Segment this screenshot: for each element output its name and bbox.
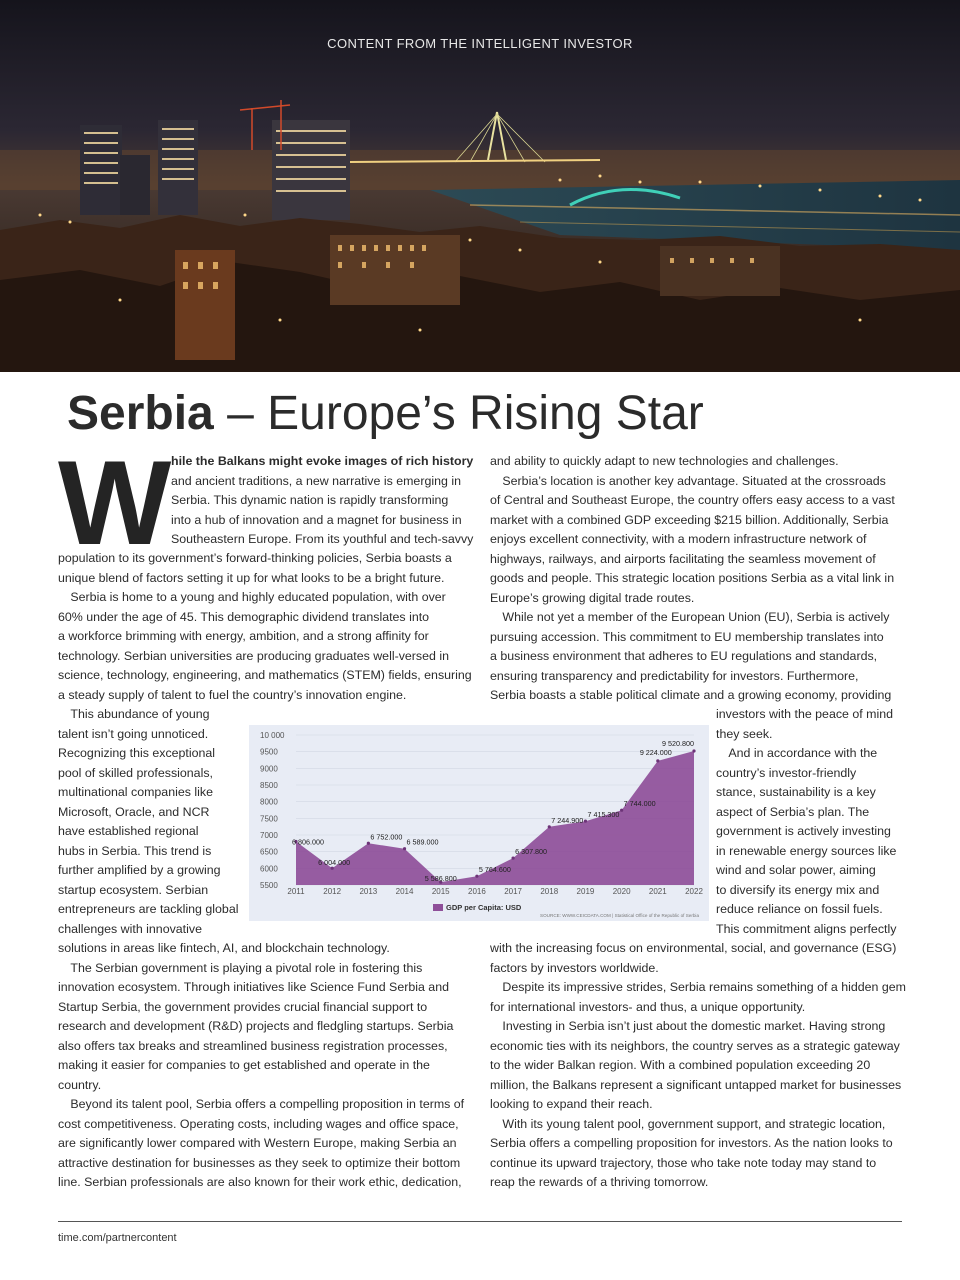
x-tick-label: 2019 [576, 887, 595, 896]
text-line: looking to expand their reach. [490, 1097, 653, 1111]
x-tick-label: 2016 [468, 887, 486, 896]
text-line: technology. Serbian universities are producing graduates well-versed in [58, 648, 449, 663]
text-line: they seek. [716, 726, 773, 741]
city-skyline-illustration [0, 0, 960, 372]
text-line: country’s investor-friendly [716, 765, 857, 780]
text-line: multinational companies like [58, 785, 213, 799]
column-1-narrow [58, 705, 238, 939]
data-point [475, 875, 478, 878]
text-line: This commitment aligns perfectly [716, 921, 897, 936]
article-title [67, 384, 704, 444]
text-line: and ancient traditions, a new narrative is emerging in [171, 473, 461, 488]
data-label: 6 806.000 [292, 837, 324, 847]
text-line: innovation ecosystem. Through initiatives like Science Fund Serbia and [58, 980, 449, 994]
text-line: a steady supply of talent to fuel the country’s innovation engine. [58, 687, 407, 702]
text-line: Beyond its talent pool, Serbia offers a compelling proposition in terms of [58, 1097, 465, 1111]
drop-cap: W [58, 436, 172, 570]
y-tick-label: 8500 [260, 781, 278, 790]
data-label: 5 764.600 [478, 865, 511, 875]
text-line: of Central and Southeast Europe, the country offers easy access to a vast [490, 493, 895, 507]
text-line: Europe’s growing digital trade routes. [490, 590, 695, 605]
title-rest: – Europe’s Rising Star [213, 387, 704, 440]
text-line: stance, sustainability is a key [716, 785, 876, 799]
x-tick-label: 2013 [359, 887, 378, 896]
data-label: 7 244.900 [551, 815, 584, 825]
data-point [403, 847, 406, 850]
text-line: country. [58, 1077, 102, 1092]
chart-source: SOURCE: WWW.CEICDATA.COM | Statistical Office of the Republic of Serbia [540, 913, 699, 918]
text-line: reduce reliance on fossil fuels. [716, 902, 883, 916]
data-point [656, 759, 659, 762]
x-tick-label: 2015 [431, 887, 450, 896]
x-tick-label: 2011 [287, 887, 305, 896]
text-line: investors with the peace of mind [716, 707, 894, 721]
text-line: goods and people. This strategic location positions Serbia as a vital link in [490, 571, 895, 585]
text-line: And in accordance with the [716, 746, 878, 760]
intro-block [171, 452, 473, 550]
text-line: and ability to quickly adapt to new technologies and challenges. [490, 454, 839, 468]
data-point [548, 825, 551, 828]
text-line: science, technology, engineering, and mathematics (STEM) fields, ensuring [58, 668, 472, 682]
column-1-part-b [58, 939, 464, 1193]
data-label: 6 307.800 [515, 847, 548, 857]
column-2-part-a [490, 452, 895, 706]
text-line: aspect of Serbia’s plan. The [716, 804, 870, 819]
text-line: Microsoft, Oracle, and NCR [58, 804, 210, 819]
text-line: Serbia. This dynamic nation is rapidly transforming [171, 493, 449, 507]
text-line: ensuring transparency and predictability for investors. Furthermore, [490, 668, 859, 683]
data-point [692, 749, 695, 752]
text-line: talent isn’t going unnoticed. [58, 726, 209, 741]
text-line: While not yet a member of the European Union (EU), Serbia is actively [490, 610, 890, 624]
text-line: in renewable energy sources like [716, 843, 897, 858]
text-line: challenges with innovative [58, 921, 202, 936]
y-tick-label: 8000 [260, 797, 278, 807]
data-label: 7 744.000 [623, 799, 656, 809]
text-line: a workforce brimming with energy, ambition, and a strong affinity for [58, 629, 429, 643]
gdp-chart [249, 725, 709, 921]
text-line: wind and solar power, aiming [716, 863, 876, 877]
data-point [511, 856, 514, 859]
y-tick-label: 5500 [260, 881, 278, 890]
y-tick-label: 6000 [260, 864, 278, 874]
y-tick-label: 10 000 [260, 731, 285, 740]
text-line: cost competitiveness. Operating costs, including wages and office space, [58, 1116, 459, 1131]
hero-photo [0, 0, 960, 372]
data-point [584, 820, 587, 823]
text-line: enjoys excellent connectivity, with a modern infrastructure network of [490, 532, 867, 546]
text-line: pool of skilled professionals, [58, 765, 213, 780]
x-tick-label: 2014 [395, 887, 414, 896]
text-line: Serbia boasts a stable political climate and a growing economy, providing [490, 688, 892, 702]
text-line: highways, railways, and airports facilitating the seamless movement of [490, 551, 876, 566]
text-line: entrepreneurs are tackling global [58, 902, 239, 916]
y-tick-label: 6500 [260, 847, 278, 857]
text-line: hubs in Serbia. This trend is [58, 843, 212, 858]
text-line: economic ties with its neighbors, the country serves as a strategic gateway [490, 1038, 900, 1053]
data-label: 9 520.800 [662, 738, 694, 748]
text-line: Serbia’s location is another key advantage. Situated at the crossroads [490, 473, 886, 488]
data-label: 7 415.300 [587, 810, 620, 820]
text-line: solutions in areas like fintech, AI, and blockchain technology. [58, 941, 390, 955]
footer-url: time.com/partnercontent [58, 1232, 177, 1244]
text-line: Startup Serbia, the government provides crucial financial support to [58, 999, 428, 1014]
footer-divider [58, 1221, 902, 1222]
data-point [620, 809, 623, 812]
column-2-narrow [716, 705, 896, 939]
data-label: 5 586.800 [424, 874, 457, 884]
text-line: Investing in Serbia isn’t just about the domestic market. Having strong [490, 1019, 886, 1033]
column-2-part-b [490, 939, 906, 1193]
text-line: a business environment that adheres to EU regulations and standards, [490, 649, 878, 663]
text-line: for international investors- and thus, a unique opportunity. [490, 999, 806, 1014]
x-tick-label: 2021 [648, 887, 667, 896]
text-line: market with a combined GDP exceeding $215 billion. Additionally, Serbia [490, 512, 889, 527]
text-line: continue its upward trajectory, those who take note today may stand to [490, 1155, 877, 1170]
x-tick-label: 2017 [504, 887, 522, 896]
text-line: population to its government’s forward-thinking policies, Serbia boasts a [58, 551, 452, 565]
text-line: startup ecosystem. Serbian [58, 882, 209, 897]
text-line: to diversify its energy mix and [716, 882, 880, 897]
text-line: into a hub of innovation and a magnet for business in [171, 512, 462, 527]
text-line: are significantly lower compared with Western Europe, making Serbia an [58, 1136, 457, 1150]
text-line: Despite its impressive strides, Serbia remains something of a hidden gem [490, 980, 906, 994]
text-line: have established regional [58, 824, 199, 838]
data-label: 9 224.000 [639, 747, 672, 757]
y-tick-label: 7000 [260, 831, 278, 840]
sponsor-label: CONTENT FROM THE INTELLIGENT INVESTOR [327, 36, 633, 51]
data-point [367, 842, 370, 845]
text-line: to the wider Balkan region. With a combined population exceeding 20 [490, 1058, 871, 1072]
text-line: million, the Balkans represent a significant untapped market for businesses [490, 1077, 902, 1092]
y-tick-label: 7500 [260, 814, 278, 824]
column-1-part-a [58, 549, 472, 705]
x-tick-label: 2022 [685, 887, 703, 896]
text-line: research and development (R&D) projects and fledgling startups. Serbia [58, 1019, 454, 1033]
data-label: 6 589.000 [406, 837, 439, 847]
x-tick-label: 2018 [540, 887, 559, 896]
title-bold: Serbia [67, 387, 214, 440]
text-line: Southeastern Europe. From its youthful and tech-savvy [171, 532, 474, 546]
text-line: making it easier for companies to get established and operate in the [58, 1058, 430, 1072]
text-line: Serbia is home to a young and highly educated population, with over [58, 590, 446, 604]
text-line: reap the rewards of a thriving tomorrow. [490, 1175, 709, 1189]
text-line: line. Serbian professionals are also known for their work ethic, dedication, [58, 1175, 462, 1189]
text-line: pursuing accession. This commitment to EU membership translates into [490, 629, 884, 644]
text-line: 60% under the age of 45. This demographic dividend translates into [58, 609, 430, 624]
gdp-area-chart [249, 725, 709, 921]
text-line: with the increasing focus on environmental, social, and governance (ESG) [490, 941, 897, 955]
text-line: government is actively investing [716, 824, 891, 838]
legend-label: GDP per Capita: USD [446, 903, 522, 912]
y-tick-label: 9500 [260, 747, 278, 757]
text-line: unique blend of factors setting it up for what looks to be a bright future. [58, 570, 445, 585]
text-line: also offers tax breaks and streamlined business registration processes, [58, 1038, 448, 1053]
legend-swatch [433, 904, 443, 911]
text-line: further amplified by a growing [58, 863, 221, 877]
data-label: 6 752.000 [370, 832, 403, 842]
text-line: Serbia offers a compelling proposition for investors. As the nation looks to [490, 1136, 893, 1150]
text-line: factors by investors worldwide. [490, 960, 659, 975]
data-label: 6 004.000 [318, 858, 351, 868]
text-line: With its young talent pool, government support, and strategic location, [490, 1116, 886, 1131]
y-tick-label: 9000 [260, 764, 278, 774]
text-line: Recognizing this exceptional [58, 746, 216, 760]
intro-bold-line: hile the Balkans might evoke images of rich history [171, 454, 474, 468]
x-tick-label: 2012 [323, 887, 342, 896]
text-line: attractive destination for businesses as they seek to optimize their bottom [58, 1155, 461, 1170]
text-line: This abundance of young [58, 707, 210, 721]
text-line: The Serbian government is playing a pivotal role in fostering this [58, 960, 423, 975]
x-tick-label: 2020 [612, 887, 631, 896]
